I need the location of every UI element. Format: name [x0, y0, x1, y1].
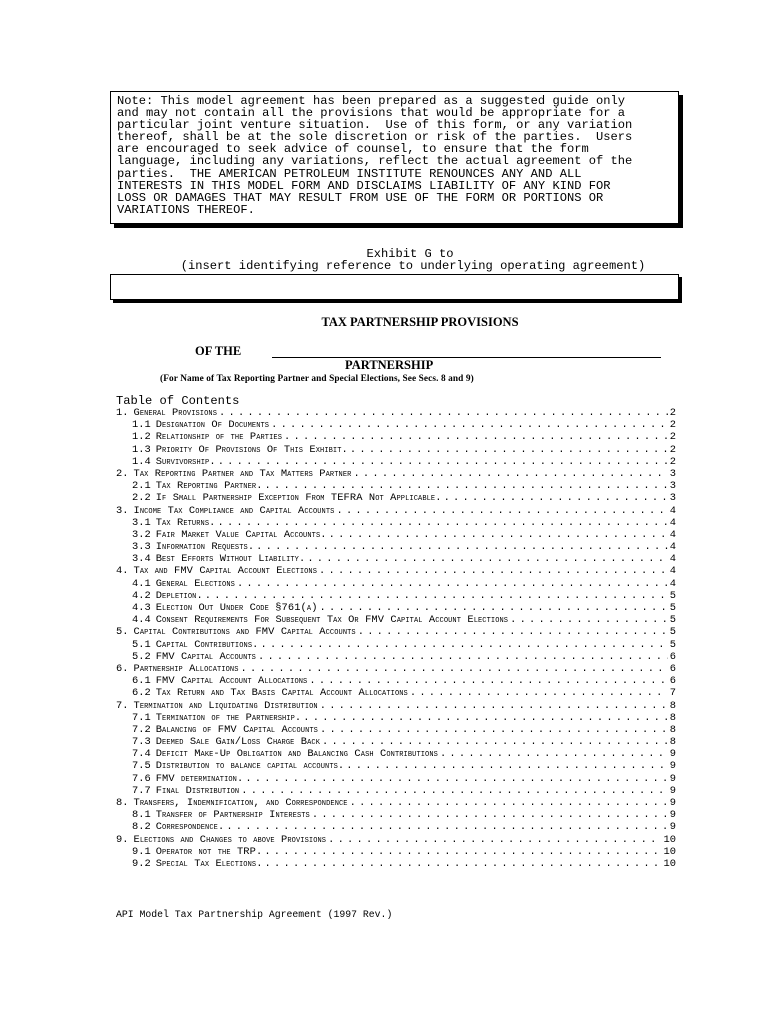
disclaimer-line: are encouraged to seek advice of counsel, to ensure that the form [117, 142, 589, 157]
toc-heading: Table of Contents [116, 394, 240, 408]
toc-entry-number: 3.3 [132, 541, 151, 554]
disclaimer-line: Note: This model agreement has been prepared as a suggested guide only [117, 94, 626, 108]
toc-entry-page: 2 [669, 455, 676, 468]
toc-entry[interactable] [116, 407, 676, 419]
toc-entry-label: FMV Capital Account Allocations [155, 675, 308, 688]
toc-leader-dots [350, 444, 668, 456]
toc-entry-label: If Small Partnership Exception From TEFRA Not Applicable. [155, 492, 442, 505]
toc-entry[interactable] [116, 675, 676, 687]
disclaimer-line: INTERESTS IN THIS MODEL FORM AND DISCLAIMS LIABILITY OF ANY KIND FOR [117, 178, 611, 193]
toc-entry-page: 5 [669, 614, 676, 627]
toc-entry[interactable] [116, 626, 676, 638]
toc-leader-dots [346, 760, 667, 772]
toc-entry-page: 8 [669, 699, 676, 712]
toc-entry-page: 2 [669, 443, 676, 456]
toc-leader-dots [336, 505, 667, 517]
toc-entry-page: 5 [669, 638, 676, 651]
toc-entry[interactable] [116, 700, 676, 712]
toc-entry-label: Fair Market Value Capital Accounts. [155, 528, 327, 541]
toc-entry-label: Distribution to balance capital accounts. [155, 760, 345, 773]
toc-entry-page: 9 [669, 760, 676, 773]
toc-entry-number: 2.2 [132, 492, 151, 505]
toc-entry-page: 4 [669, 565, 676, 578]
toc-leader-dots [350, 797, 668, 809]
toc-entry-number: 7.1 [132, 711, 151, 724]
disclaimer-line: and may not contain all the provisions that would be appropriate for a [117, 106, 626, 121]
toc-entry-number: 3. [116, 504, 129, 517]
toc-entry[interactable] [116, 748, 676, 760]
toc-entry[interactable] [116, 480, 676, 492]
toc-entry-label: Survivorship. [155, 455, 216, 468]
toc-entry-number: 7.6 [132, 772, 151, 785]
toc-entry-number: 1. [116, 407, 129, 419]
toc-entry-label: Elections and Changes to above Provisions [133, 833, 327, 846]
toc-entry-page: 4 [669, 553, 676, 566]
toc-entry-label: Partnership Allocations [133, 662, 239, 675]
toc-entry[interactable] [116, 614, 676, 626]
toc-entry-label: General Elections [155, 577, 235, 590]
toc-leader-dots [219, 407, 668, 419]
toc-entry-label: Tax Reporting Partner and Tax Matters Partner [133, 467, 352, 480]
toc-entry-page: 9 [669, 784, 676, 797]
toc-entry-label: Information Requests. [155, 541, 255, 554]
toc-entry-label: Best Efforts Without Liability. [155, 553, 306, 566]
toc-entry-page: 6 [669, 675, 676, 688]
toc-entry-page: 6 [669, 650, 676, 663]
toc-entry-label: Income Tax Compliance and Capital Accounts [133, 504, 335, 517]
toc-leader-dots [226, 821, 667, 833]
toc-entry-number: 3.4 [132, 553, 151, 566]
toc-entry-page: 4 [669, 504, 676, 517]
toc-entry[interactable] [116, 809, 676, 821]
toc-entry-label: Designation Of Documents [155, 419, 270, 432]
toc-leader-dots [218, 456, 668, 468]
toc-entry-number: 3.2 [132, 528, 151, 541]
toc-entry-number: 8.2 [132, 821, 151, 834]
toc-entry-label: Consent Requirements For Subsequent Tax Or FMV Capital Account Elections [155, 614, 509, 627]
toc-leader-dots [245, 773, 667, 785]
toc-entry-number: 6.2 [132, 687, 151, 700]
toc-entry-number: 9.2 [132, 857, 151, 870]
toc-entry-page: 3 [669, 480, 676, 493]
toc-entry-number: 7.3 [132, 736, 151, 749]
toc-entry[interactable] [116, 529, 676, 541]
toc-entry-number: 1.4 [132, 455, 151, 468]
toc-leader-dots [241, 785, 668, 797]
toc-entry-number: 2. [116, 467, 129, 480]
toc-entry-label: Relationship of the Parties [155, 431, 283, 444]
toc-entry[interactable] [116, 602, 676, 614]
toc-leader-dots [353, 468, 667, 480]
toc-entry-number: 7.2 [132, 723, 151, 736]
toc-leader-dots [358, 626, 668, 638]
toc-entry[interactable] [116, 541, 676, 553]
toc-entry-page: 9 [669, 748, 676, 761]
toc-entry-number: 8. [116, 797, 129, 809]
toc-entry[interactable] [116, 419, 676, 431]
disclaimer-text [117, 95, 677, 216]
toc-entry-label: Deficit Make-Up Obligation and Balancing Cash Contributions [155, 748, 438, 761]
toc-entry-label: Tax and FMV Capital Account Elections [133, 565, 318, 578]
toc-entry-number: 7.7 [132, 784, 151, 797]
toc-entry-label: Transfer of Partnership Interests [155, 809, 310, 822]
toc-entry-page: 9 [669, 772, 676, 785]
toc-entry-label: Balancing of FMV Capital Accounts [155, 723, 318, 736]
toc-entry-number: 7. [116, 699, 129, 712]
toc-entry-number: 4.4 [132, 614, 151, 627]
toc-entry-label: Tax Return and Tax Basis Capital Account Allocations [155, 687, 408, 700]
toc-entry[interactable] [116, 639, 676, 651]
toc-leader-dots [322, 736, 668, 748]
toc-leader-dots [241, 663, 668, 675]
toc-entry-page: 2 [669, 431, 676, 444]
toc-leader-dots [258, 651, 668, 663]
toc-leader-dots [264, 846, 661, 858]
toc-entry-number: 5.1 [132, 638, 151, 651]
disclaimer-line: thereof, shall be at the sole discretion or risk of the parties. Users [117, 130, 633, 145]
toc-leader-dots [319, 565, 668, 577]
toc-entry[interactable] [116, 651, 676, 663]
toc-entry-page: 4 [669, 516, 676, 529]
toc-entry[interactable] [116, 712, 676, 724]
toc-entry[interactable] [116, 565, 676, 577]
toc-leader-dots [265, 480, 668, 492]
toc-entry[interactable] [116, 858, 676, 870]
toc-entry-label: Capital Contributions. [155, 638, 259, 651]
toc-leader-dots [329, 529, 668, 541]
toc-entry[interactable] [116, 492, 676, 504]
operating-agreement-reference-field[interactable] [110, 274, 679, 300]
toc-entry-label: Operator not the TRP. [155, 845, 263, 858]
toc-entry[interactable] [116, 821, 676, 833]
toc-entry-page: 10 [663, 833, 676, 846]
partnership-name-field[interactable] [272, 357, 661, 358]
toc-entry-label: Capital Contributions and FMV Capital Accounts [133, 626, 356, 639]
toc-entry-label: Priority Of Provisions Of This Exhibit. [155, 443, 348, 456]
table-of-contents [116, 407, 676, 870]
disclaimer-line: VARIATIONS THEREOF. [117, 202, 255, 217]
toc-entry[interactable] [116, 468, 676, 480]
disclaimer-line: parties. THE AMERICAN PETROLEUM INSTITUTE RENOUNCES ANY AND ALL [117, 166, 582, 181]
toc-entry-page: 5 [669, 626, 676, 639]
heading-subnote: (For Name of Tax Reporting Partner and Special Elections, See Secs. 8 and 9) [160, 374, 474, 384]
toc-entry-number: 7.4 [132, 748, 151, 761]
toc-entry-page: 8 [669, 736, 676, 749]
toc-leader-dots [260, 639, 667, 651]
toc-entry-number: 4. [116, 565, 129, 578]
toc-leader-dots [256, 541, 668, 553]
toc-entry-label: Depletion. [155, 589, 203, 602]
toc-leader-dots [320, 700, 668, 712]
toc-entry-label: Special Tax Elections. [155, 857, 263, 870]
toc-leader-dots [320, 724, 668, 736]
toc-entry-number: 9.1 [132, 845, 151, 858]
toc-entry-page: 9 [669, 821, 676, 834]
toc-entry-label: FMV determination. [155, 772, 244, 785]
toc-entry[interactable] [116, 687, 676, 699]
toc-leader-dots [320, 602, 668, 614]
toc-entry-page: 3 [669, 467, 676, 480]
toc-entry[interactable] [116, 517, 676, 529]
toc-entry-page: 4 [669, 577, 676, 590]
toc-leader-dots [410, 687, 668, 699]
toc-entry-number: 5. [116, 626, 129, 639]
toc-entry-label: Final Distribution [155, 784, 240, 797]
toc-entry-number: 4.2 [132, 589, 151, 602]
toc-entry-page: 9 [669, 797, 676, 809]
disclaimer-line: particular joint venture situation. Use of this form, or any variation [117, 118, 633, 133]
document-title: TAX PARTNERSHIP PROVISIONS [321, 315, 519, 329]
toc-entry-page: 6 [669, 662, 676, 675]
toc-entry[interactable] [116, 663, 676, 675]
footer-text: API Model Tax Partnership Agreement (1997 Rev.) [116, 909, 393, 920]
toc-entry[interactable] [116, 578, 676, 590]
toc-entry-page: 2 [669, 419, 676, 432]
partnership-label: PARTNERSHIP [345, 358, 434, 372]
toc-entry-number: 3.1 [132, 516, 151, 529]
toc-entry-page: 9 [669, 809, 676, 822]
toc-entry-page: 10 [663, 857, 676, 870]
toc-entry-page: 2 [669, 407, 676, 419]
toc-entry-number: 5.2 [132, 650, 151, 663]
toc-entry[interactable] [116, 590, 676, 602]
toc-leader-dots [284, 431, 668, 443]
toc-entry-page: 3 [669, 492, 676, 505]
toc-entry-label: Termination and Liquidating Distribution [133, 699, 318, 712]
toc-entry[interactable] [116, 444, 676, 456]
toc-leader-dots [303, 712, 668, 724]
toc-leader-dots [444, 492, 668, 504]
toc-entry-label: Correspondence. [155, 821, 225, 834]
toc-leader-dots [271, 419, 668, 431]
toc-leader-dots [205, 590, 668, 602]
disclaimer-line: LOSS OR DAMAGES THAT MAY RESULT FROM USE OF THE FORM OR PORTIONS OR [117, 190, 604, 205]
toc-entry-number: 2.1 [132, 480, 151, 493]
toc-entry-page: 5 [669, 589, 676, 602]
toc-entry[interactable] [116, 724, 676, 736]
toc-entry-page: 10 [663, 845, 676, 858]
toc-entry-number: 7.5 [132, 760, 151, 773]
toc-entry-number: 6. [116, 662, 129, 675]
toc-entry-page: 8 [669, 711, 676, 724]
toc-entry[interactable] [116, 773, 676, 785]
toc-entry[interactable] [116, 785, 676, 797]
toc-entry-number: 4.3 [132, 602, 151, 614]
toc-leader-dots [328, 834, 661, 846]
toc-leader-dots [217, 517, 667, 529]
toc-entry[interactable] [116, 431, 676, 443]
toc-entry[interactable] [116, 736, 676, 748]
toc-entry-label: Tax Returns. [155, 516, 216, 529]
toc-entry-label: FMV Capital Accounts [155, 650, 256, 663]
toc-entry-number: 6.1 [132, 675, 151, 688]
toc-entry[interactable] [116, 797, 676, 809]
toc-entry[interactable] [116, 846, 676, 858]
toc-entry[interactable] [116, 553, 676, 565]
toc-entry[interactable] [116, 834, 676, 846]
toc-entry-page: 7 [669, 687, 676, 700]
toc-leader-dots [309, 675, 667, 687]
toc-entry-label: Election Out Under Code §761(a) [155, 602, 318, 614]
toc-entry[interactable] [116, 760, 676, 772]
toc-leader-dots [237, 578, 668, 590]
toc-entry-number: 1.3 [132, 443, 151, 456]
of-the-label: OF THE [195, 344, 242, 358]
exhibit-instruction: (insert identifying reference to underlying operating agreement) [180, 259, 646, 273]
toc-entry-number: 9. [116, 833, 129, 846]
toc-entry-label: Transfers, Indemnification, and Correspondence [133, 797, 348, 809]
toc-entry-page: 4 [669, 541, 676, 554]
toc-entry[interactable] [116, 505, 676, 517]
disclaimer-line: language, including any variations, reflect the actual agreement of the [117, 154, 633, 169]
toc-leader-dots [312, 809, 668, 821]
toc-entry-page: 4 [669, 528, 676, 541]
toc-entry-number: 1.1 [132, 419, 151, 432]
toc-leader-dots [510, 614, 668, 626]
toc-entry-page: 5 [669, 602, 676, 614]
toc-entry-number: 4.1 [132, 577, 151, 590]
toc-leader-dots [265, 858, 662, 870]
toc-entry-label: General Provisions [133, 407, 218, 419]
exhibit-label: Exhibit G to [366, 247, 454, 261]
toc-leader-dots [440, 748, 668, 760]
toc-entry-page: 8 [669, 723, 676, 736]
toc-entry[interactable] [116, 456, 676, 468]
toc-entry-label: Deemed Sale Gain/Loss Charge Back [155, 736, 321, 749]
toc-entry-label: Termination of the Partnership. [155, 711, 302, 724]
toc-entry-label: Tax Reporting Partner. [155, 480, 263, 493]
toc-leader-dots [307, 553, 667, 565]
toc-entry-number: 1.2 [132, 431, 151, 444]
toc-entry-number: 8.1 [132, 809, 151, 822]
